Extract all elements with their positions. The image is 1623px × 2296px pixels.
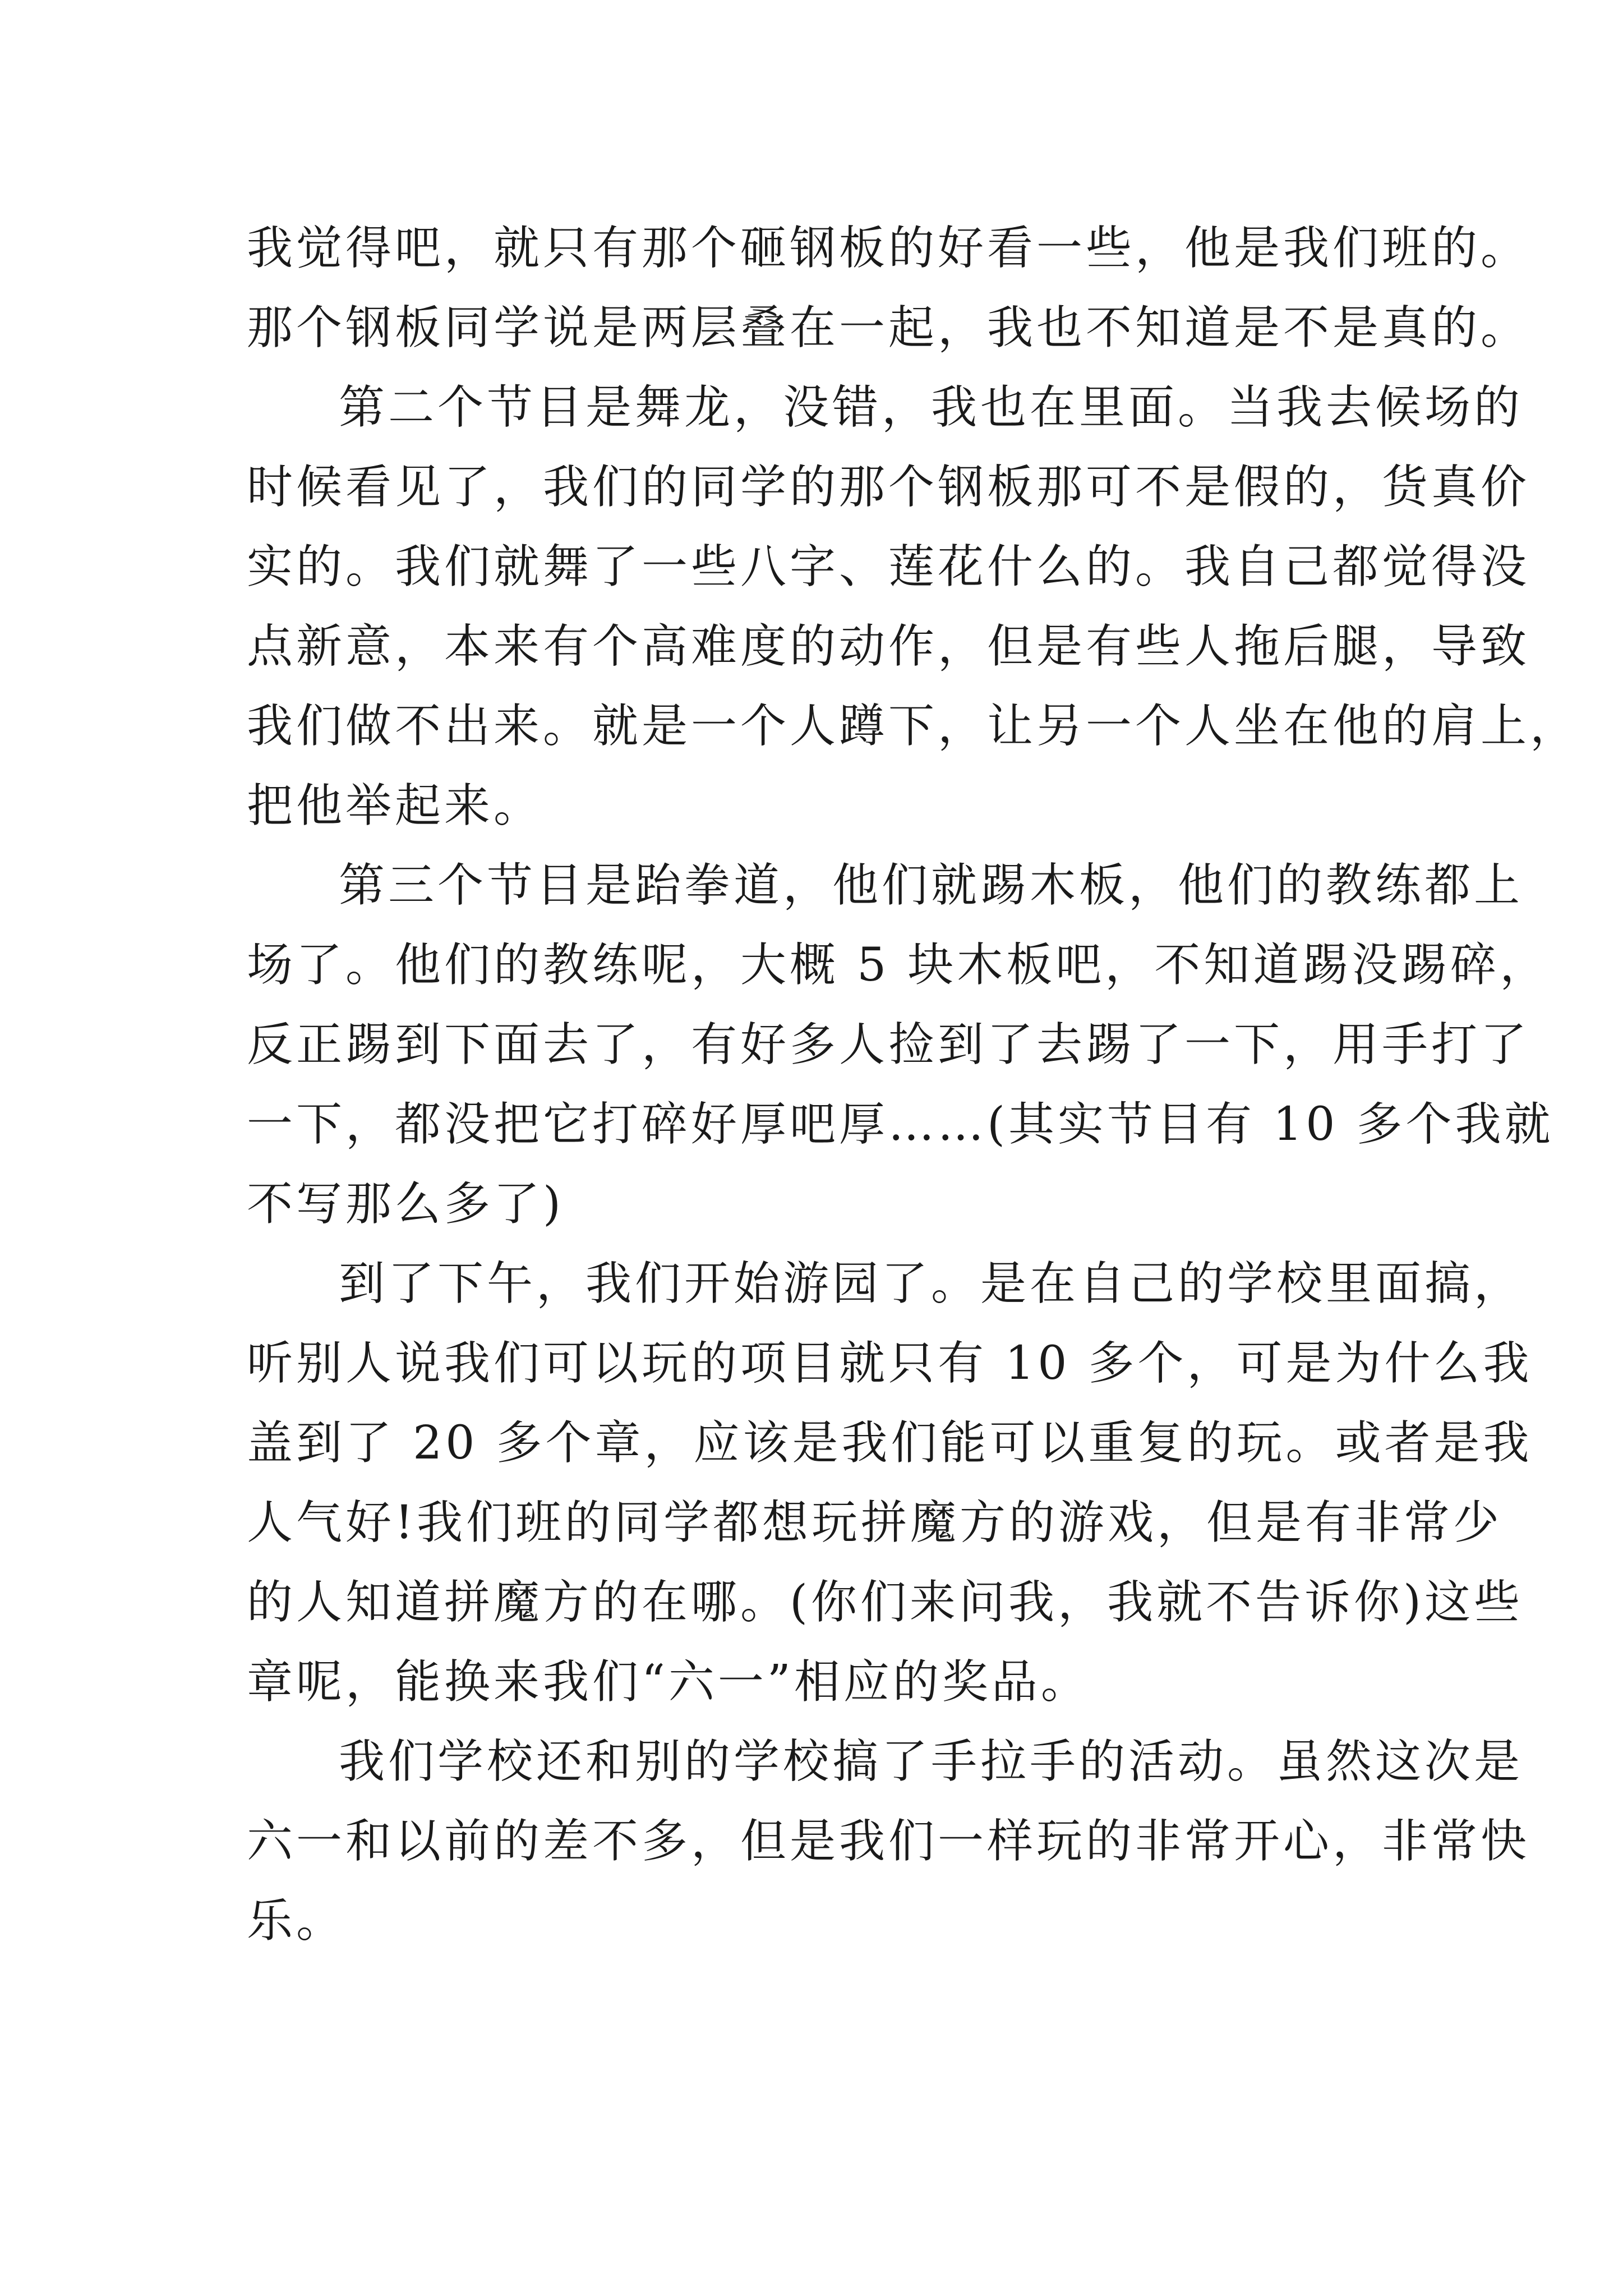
paragraph-start-line: 第二个节目是舞龙，没错，我也在里面。当我去候场的 — [339, 381, 1524, 434]
text-line: 点新意，本来有个高难度的动作，但是有些人拖后腿，导致 — [247, 620, 1530, 673]
paragraph-start-line: 到了下午，我们开始游园了。是在自己的学校里面搞， — [339, 1257, 1524, 1310]
text-line: 反正踢到下面去了，有好多人捡到了去踢了一下，用手打了 — [247, 1018, 1530, 1071]
text-line: 场了。他们的教练呢，大概 5 块木板吧，不知道踢没踢碎， — [247, 938, 1550, 992]
essay-text — [247, 209, 1580, 1961]
text-line: 六一和以前的差不多，但是我们一样玩的非常开心，非常快 — [247, 1815, 1530, 1868]
text-line: 把他举起来。 — [247, 779, 543, 832]
text-line: 那个钢板同学说是两层叠在一起，我也不知道是不是真的。 — [247, 301, 1530, 355]
text-line: 乐。 — [247, 1894, 346, 1948]
text-line: 听别人说我们可以玩的项目就只有 10 多个，可是为什么我 — [247, 1337, 1533, 1390]
text-line: 的人知道拼魔方的在哪。(你们来问我，我就不告诉你)这些 — [247, 1576, 1523, 1629]
text-line: 盖到了 20 多个章，应该是我们能可以重复的玩。或者是我 — [247, 1416, 1533, 1470]
text-line: 一下，都没把它打碎好厚吧厚……(其实节目有 10 多个我就 — [247, 1098, 1554, 1151]
text-line: 人气好!我们班的同学都想玩拼魔方的游戏，但是有非常少 — [247, 1496, 1502, 1549]
text-line: 时候看见了，我们的同学的那个钢板那可不是假的，货真价 — [247, 461, 1530, 514]
text-line: 我们做不出来。就是一个人蹲下，让另一个人坐在他的肩上， — [247, 700, 1580, 753]
paragraph-start-line: 第三个节目是跆拳道，他们就踢木板，他们的教练都上 — [339, 859, 1524, 912]
text-line: 实的。我们就舞了一些八字、莲花什么的。我自己都觉得没 — [247, 540, 1530, 593]
text-line: 我觉得吧，就只有那个砸钢板的好看一些，他是我们班的。 — [247, 222, 1530, 275]
paragraph-start-line: 我们学校还和别的学校搞了手拉手的活动。虽然这次是 — [339, 1735, 1524, 1788]
text-line: 不写那么多了) — [247, 1177, 564, 1231]
text-line: 章呢，能换来我们“六一”相应的奖品。 — [247, 1655, 1090, 1709]
